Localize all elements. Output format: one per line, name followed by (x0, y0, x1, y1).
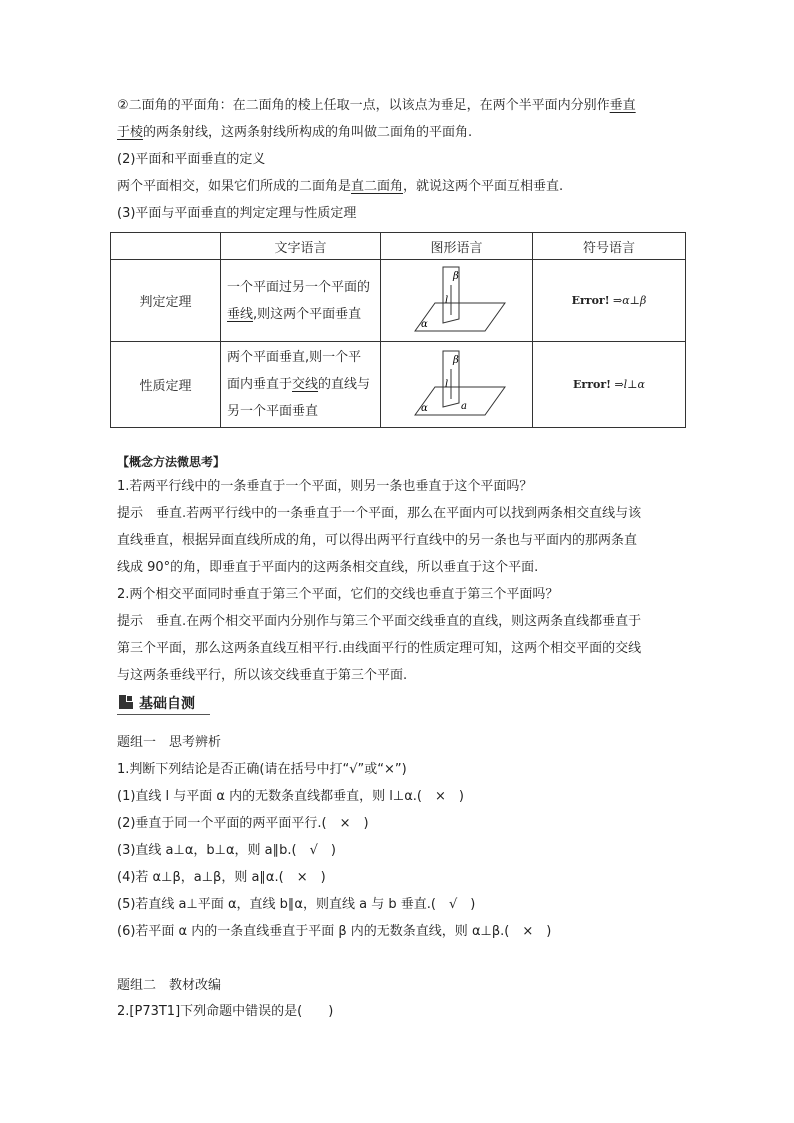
section-heading (117, 692, 210, 715)
underlined-term: 垂直 (609, 98, 636, 113)
table-row (111, 342, 686, 428)
underlined-term: 直二面角 (351, 179, 404, 194)
table-header-row (111, 233, 686, 260)
figure-label-alpha: α (420, 402, 428, 414)
judgement-item: (5)若直线 a⊥平面 α，直线 b∥α，则直线 a 与 b 垂直.( √ ) (117, 897, 476, 912)
figure-label-alpha: α (420, 318, 428, 330)
think-answer-1-line: 提示 垂直.若两平行线中的一条垂直于一个平面，那么在平面内可以找到两条相交直线与该 (117, 506, 642, 521)
think-answer-1-line: 线成 90°的角，即垂直于平面内的这两条相交直线，所以垂直于这个平面. (117, 560, 539, 575)
underlined-term: 于棱 (117, 125, 144, 140)
table-row (111, 260, 686, 342)
theorem-figure (381, 260, 533, 342)
table-header-figure-language: 图形语言 (381, 233, 533, 260)
figure-label-beta: β (452, 354, 459, 366)
think-answer-2-line: 与这两条垂线平行，所以该交线垂直于第三个平面. (117, 668, 408, 683)
think-question-1: 1.若两平行线中的一条垂直于一个平面，则另一条也垂直于这个平面吗？ (117, 479, 533, 494)
theorem-symbol: Error! ⇒l⊥α (533, 342, 686, 428)
judgement-item: (2)垂直于同一个平面的两平面平行.( × ) (117, 816, 369, 831)
theorem-text: 两个平面垂直,则一个平面内垂直于交线的直线与另一个平面垂直 (221, 342, 381, 428)
intro-line-2: 于棱的两条射线，这两条射线所构成的角叫做二面角的平面角. (117, 125, 473, 140)
theorem-symbol: Error! ⇒α⊥β (533, 260, 686, 342)
figure-label-a: a (460, 400, 467, 412)
theorem-name: 性质定理 (111, 342, 221, 428)
group2-question: 2.[P73T1]下列命题中错误的是( ) (117, 1004, 334, 1019)
group2-title: 题组二 教材改编 (117, 978, 222, 993)
table-header-text-language: 文字语言 (221, 233, 381, 260)
perpendicular-planes-figure (407, 347, 507, 419)
theorem-table (110, 232, 686, 428)
think-answer-1-line: 直线垂直，根据异面直线所成的角，可以得出两平行直线中的另一条也与平面内的那两条直 (117, 533, 638, 548)
heading-theorems: (3)平面与平面垂直的判定定理与性质定理 (117, 206, 357, 221)
figure-label-l: l (444, 294, 448, 306)
judgement-item: (4)若 α⊥β，a⊥β，则 a∥α.( × ) (117, 870, 326, 885)
judgement-item: (6)若平面 α 内的一条直线垂直于平面 β 内的无数条直线，则 α⊥β.( × ) (117, 924, 552, 939)
table-header-empty (111, 233, 221, 260)
theorem-name: 判定定理 (111, 260, 221, 342)
think-title: 【概念方法微思考】 (117, 455, 226, 469)
think-question-2: 2.两个相交平面同时垂直于第三个平面，它们的交线也垂直于第三个平面吗？ (117, 587, 559, 602)
judgement-item: (3)直线 a⊥α，b⊥α，则 a∥b.( √ ) (117, 843, 336, 858)
think-answer-2-line: 第三个平面，那么这两条直线互相平行.由线面平行的性质定理可知，这两个相交平面的交线 (117, 641, 642, 656)
figure-label-beta: β (452, 270, 459, 282)
group1-question: 1.判断下列结论是否正确(请在括号中打“√”或“×”) (117, 762, 407, 777)
intro-line-1: ②二面角的平面角：在二面角的棱上任取一点，以该点为垂足，在两个半平面内分别作垂直 (117, 98, 636, 113)
judgement-item: (1)直线 l 与平面 α 内的无数条直线都垂直，则 l⊥α.( × ) (117, 789, 464, 804)
heading-plane-perpendicular-definition: (2)平面和平面垂直的定义 (117, 152, 266, 167)
group1-title: 题组一 思考辨析 (117, 735, 222, 750)
theorem-text: 一个平面过另一个平面的垂线,则这两个平面垂直 (221, 260, 381, 342)
section-marker-icon (119, 695, 133, 709)
theorem-figure (381, 342, 533, 428)
think-answer-2-line: 提示 垂直.在两个相交平面内分别作与第三个平面交线垂直的直线，则这两条直线都垂直于 (117, 614, 642, 629)
definition-line: 两个平面相交，如果它们所成的二面角是直二面角，就说这两个平面互相垂直. (117, 179, 564, 194)
section-title: 基础自测 (139, 696, 195, 712)
perpendicular-planes-figure (407, 263, 507, 335)
figure-label-l: l (444, 378, 448, 390)
table-header-symbol-language: 符号语言 (533, 233, 686, 260)
